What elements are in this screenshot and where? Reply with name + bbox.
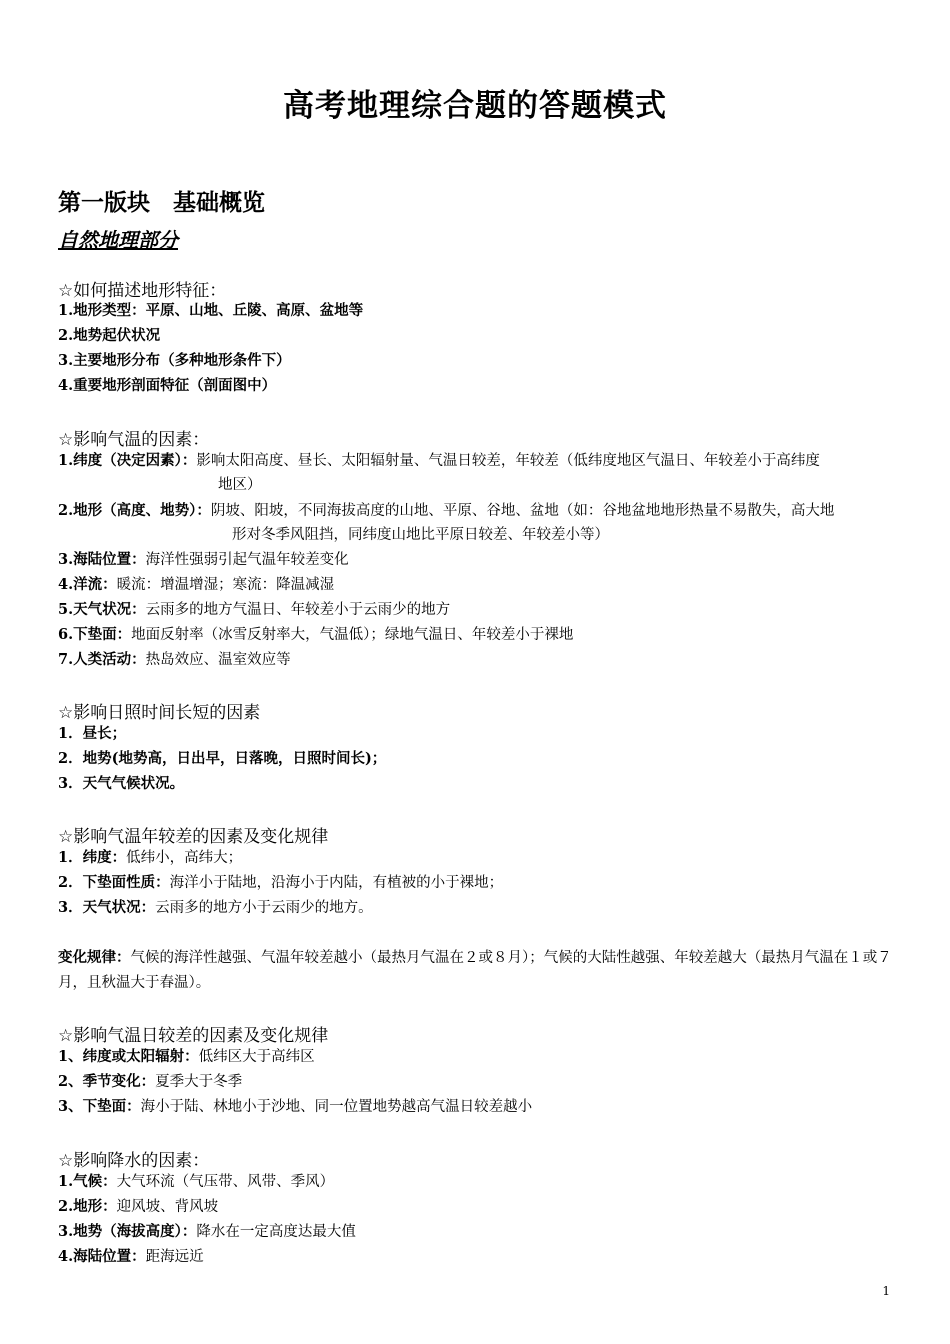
temperature-item: 7.人类活动：热岛效应、温室效应等 [58,651,291,668]
temperature-item: 3.海陆位置：海洋性强弱引起气温年较差变化 [58,551,349,568]
sunshine-item: 3．天气气候状况。 [58,775,185,792]
daily-range-heading: ☆影响气温日较差的因素及变化规律 [58,1026,329,1046]
precipitation-item: 4.海陆位置：距海远近 [58,1248,204,1265]
temperature-item: 1.纬度（决定因素）：影响太阳高度、昼长、太阳辐射量、气温日较差，年较差（低纬度地区气温日、年较差小于高纬度 [58,452,820,469]
terrain-item: 2.地势起伏状况 [58,327,161,344]
subheading: 自然地理部分 [58,228,178,252]
precipitation-item: 3.地势（海拔高度）：降水在一定高度达最大值 [58,1223,356,1240]
sunshine-item: 2．地势(地势高，日出早，日落晚，日照时间长)； [58,750,387,767]
annual-range-item: 3．天气状况：云雨多的地方小于云雨少的地方。 [58,899,373,916]
temperature-heading: ☆影响气温的因素： [58,430,210,450]
terrain-item: 1.地形类型：平原、山地、丘陵、高原、盆地等 [58,302,364,319]
terrain-item: 3.主要地形分布（多种地形条件下） [58,352,291,369]
precipitation-item: 1.气候：大气环流（气压带、风带、季风） [58,1173,335,1190]
sunshine-item: 1．昼长； [58,725,127,742]
temperature-item-continuation: 形对冬季风阻挡，同纬度山地比平原日较差、年较差小等） [232,527,609,543]
terrain-heading: ☆如何描述地形特征： [58,281,227,301]
page-number: 1 [882,1284,890,1298]
daily-range-item: 3、下垫面：海小于陆、林地小于沙地、同一位置地势越高气温日较差越小 [58,1098,533,1115]
precipitation-item: 2.地形：迎风坡、背风坡 [58,1198,219,1215]
temperature-item-continuation: 地区） [218,477,262,493]
terrain-item: 4.重要地形剖面特征（剖面图中） [58,377,277,394]
temperature-item: 6.下垫面：地面反射率（冰雪反射率大，气温低）；绿地气温日、年较差小于裸地 [58,626,574,643]
temperature-item: 5.天气状况：云雨多的地方气温日、年较差小于云雨少的地方 [58,601,451,618]
annual-range-item: 2．下垫面性质：海洋小于陆地，沿海小于内陆，有植被的小于裸地； [58,874,504,891]
annual-range-heading: ☆影响气温年较差的因素及变化规律 [58,827,329,847]
daily-range-item: 2、季节变化：夏季大于冬季 [58,1073,243,1090]
precipitation-heading: ☆影响降水的因素： [58,1151,210,1171]
temperature-item: 4.洋流：暖流：增温增湿；寒流：降温减湿 [58,576,335,593]
sunshine-heading: ☆影响日照时间长短的因素 [58,703,261,723]
section-heading: 第一版块 基础概览 [58,189,265,216]
temperature-item: 2.地形（高度、地势）：阴坡、阳坡，不同海拔高度的山地、平原、谷地、盆地（如：谷地盆地地形热量不易散失，高大地 [58,502,835,519]
annual-range-item: 1．纬度：低纬小，高纬大； [58,849,243,866]
document-title: 高考地理综合题的答题模式 [283,88,667,124]
annual-range-rule: 变化规律：气候的海洋性越强、气温年较差越小（最热月气温在２或８月）；气候的大陆性越强、年较差越大（最热月气温在１或７月，且秋温大于春温）。 [58,949,892,991]
daily-range-item: 1、纬度或太阳辐射：低纬区大于高纬区 [58,1048,315,1065]
